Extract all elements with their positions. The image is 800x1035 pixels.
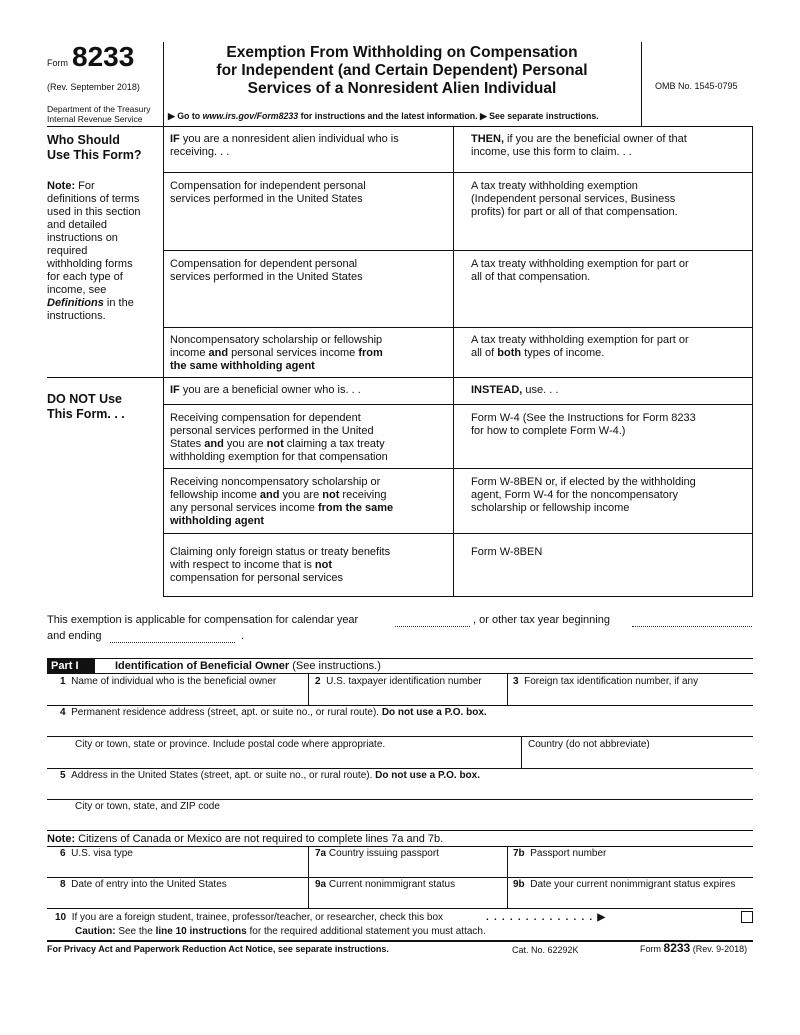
who-if-header: IF you are a nonresident alien individual who is receiving. . .: [170, 133, 399, 158]
exemption-text-3: and ending: [47, 630, 102, 642]
line-10-label: 10 If you are a foreign student, trainee, professor/teacher, or researcher, check this box: [55, 912, 444, 923]
calendar-year-field[interactable]: [395, 626, 470, 627]
footer-form-id: Form 8233 (Rev. 9-2018): [640, 941, 748, 955]
row-rule: [47, 705, 753, 706]
caution-line: Caution: See the line 10 instructions for the required additional statement you must attach.: [75, 926, 486, 937]
line-5-label: 5 Address in the United States (street, apt. or suite no., or rural route). Do not use a P.O. box.: [60, 770, 481, 781]
row-rule: [163, 172, 753, 173]
catalog-number: Cat. No. 62292K: [512, 945, 579, 955]
row-rule: [163, 533, 753, 534]
status-expiration-field[interactable]: [508, 892, 753, 908]
form-header: [0, 0, 800, 126]
line-9b-label: 9b Date your current nonimmigrant status expires: [513, 879, 736, 890]
revision-date: (Rev. September 2018): [47, 82, 140, 92]
line-5-city-label: City or town, state, and ZIP code: [75, 801, 220, 812]
part1-tag: Part I: [47, 659, 95, 673]
dnu-if-header: IF you are a beneficial owner who is. . .: [170, 384, 361, 396]
privacy-notice: For Privacy Act and Paperwork Reduction Act Notice, see separate instructions.: [47, 944, 389, 954]
header-bottom-rule: [47, 126, 753, 127]
form-word: Form: [47, 58, 68, 68]
line-1-label: 1 Name of individual who is the beneficial owner: [60, 676, 277, 687]
goto-line: ▶ Go to www.irs.gov/Form8233 for instructions and the latest information. ▶ See separate instructions.: [168, 111, 599, 121]
foreign-tin-field[interactable]: [508, 689, 753, 705]
dnu-row-3-left: Claiming only foreign status or treaty benefits with respect to income that is not compensation for personal services: [170, 546, 391, 584]
us-city-field[interactable]: [47, 814, 753, 830]
nonimmigrant-status-field[interactable]: [309, 892, 507, 908]
who-row-1-right: A tax treaty withholding exemption (Independent personal services, Business profits) for part or all of that compensation.: [471, 180, 678, 218]
dnu-row-2-left: Receiving noncompensatory scholarship or fellowship income and you are not receiving any personal services income from the same withholding agent: [170, 476, 394, 527]
dnu-row-1-right: Form W-4 (See the Instructions for Form 8233 for how to complete Form W-4.): [471, 412, 696, 437]
beneficial-owner-name-field[interactable]: [47, 689, 308, 705]
row-rule: [47, 768, 753, 769]
line-7b-label: 7b Passport number: [513, 848, 607, 859]
row-rule: [163, 327, 753, 328]
permanent-address-field[interactable]: [47, 720, 753, 736]
form-title: [163, 44, 641, 98]
line-4-city-label: City or town, state or province. Include postal code where appropriate.: [75, 739, 386, 750]
part1-title: Identification of Beneficial Owner (See instructions.): [115, 660, 381, 672]
exemption-text-1: This exemption is applicable for compensation for calendar year: [47, 614, 359, 626]
residence-city-field[interactable]: [47, 752, 521, 768]
dnu-instead-header: INSTEAD, use. . .: [471, 384, 559, 396]
row-rule: [47, 877, 753, 878]
passport-number-field[interactable]: [508, 861, 753, 877]
who-then-header: THEN, if you are the beneficial owner of that income, use this form to claim. . .: [471, 133, 687, 158]
irs-link[interactable]: www.irs.gov/Form8233: [202, 111, 299, 121]
line-4-label: 4 Permanent residence address (street, apt. or suite no., or rural route). Do not use a P.O. box.: [60, 707, 487, 718]
section-rule: [47, 377, 753, 378]
row-rule: [47, 736, 753, 737]
canada-mexico-note: Note: Citizens of Canada or Mexico are not required to complete lines 7a and 7b.: [47, 833, 444, 845]
row-rule: [163, 250, 753, 251]
exemption-period: .: [241, 630, 245, 642]
who-row-3-right: A tax treaty withholding exemption for part or all of both types of income.: [471, 334, 689, 359]
dnu-row-1-left: Receiving compensation for dependent personal services performed in the United States and you are not claiming a tax treaty withholding exemption for that compensation: [170, 412, 388, 463]
row-rule: [47, 846, 753, 847]
visa-type-field[interactable]: [47, 861, 308, 877]
table-left-rule: [163, 126, 164, 596]
row-rule: [163, 468, 753, 469]
form-number: 8233: [72, 41, 135, 72]
exemption-text-2: , or other tax year beginning: [473, 614, 610, 626]
row-rule: [163, 404, 753, 405]
table-mid-rule: [453, 126, 454, 596]
row-rule: [47, 830, 753, 831]
us-tin-field[interactable]: [309, 689, 507, 705]
row-rule: [47, 799, 753, 800]
omb-number: OMB No. 1545-0795: [655, 81, 738, 91]
table-right-rule: [752, 126, 753, 596]
who-row-2-left: Compensation for dependent personal services performed in the United States: [170, 258, 363, 283]
definitions-note: Note: For definitions of terms used in this section and detailed instructions on required withholding forms for each type of income, see Definitions in the instructions.: [47, 180, 141, 322]
us-address-field[interactable]: [47, 783, 753, 799]
line-10-leader-dots: . . . . . . . . . . . . . . ▶: [486, 912, 607, 923]
header-divider-right: [641, 42, 642, 126]
who-row-2-right: A tax treaty withholding exemption for part or all of that compensation.: [471, 258, 689, 283]
line-4-country-label: Country (do not abbreviate): [528, 739, 650, 750]
line-6-label: 6 U.S. visa type: [60, 848, 133, 859]
line-8-label: 8 Date of entry into the United States: [60, 879, 227, 890]
who-should-heading: Who Should Use This Form?: [47, 133, 142, 162]
who-row-1-left: Compensation for independent personal services performed in the United States: [170, 180, 366, 205]
row-rule: [163, 596, 753, 597]
part1-top-rule: [47, 658, 753, 659]
part1-title-rule: [47, 673, 753, 674]
line-7a-label: 7a Country issuing passport: [315, 848, 439, 859]
passport-country-field[interactable]: [309, 861, 507, 877]
title-line-2: for Independent (and Certain Dependent) Personal: [216, 62, 588, 79]
agency: Internal Revenue Service: [47, 114, 143, 124]
residence-country-field[interactable]: [522, 752, 753, 768]
who-row-3-left: Noncompensatory scholarship or fellowship income and personal services income from the same withholding agent: [170, 334, 383, 372]
line-3-label: 3 Foreign tax identification number, if any: [513, 676, 699, 687]
department: Department of the Treasury: [47, 104, 151, 114]
dnu-row-2-right: Form W-8BEN or, if elected by the withholding agent, Form W-4 for the noncompensatory scholarship or fellowship income: [471, 476, 696, 514]
entry-date-field[interactable]: [47, 892, 308, 908]
title-line-3: Services of a Nonresident Alien Individual: [247, 80, 557, 97]
student-checkbox[interactable]: [741, 911, 753, 923]
dnu-row-3-right: Form W-8BEN: [471, 546, 543, 558]
tax-year-begin-field[interactable]: [632, 626, 752, 627]
tax-year-end-field[interactable]: [110, 642, 235, 643]
row-rule: [47, 908, 753, 909]
title-line-1: Exemption From Withholding on Compensation: [226, 44, 578, 61]
arrow-icon: ▶: [168, 111, 175, 121]
do-not-use-heading: DO NOT Use This Form. . .: [47, 392, 125, 421]
line-9a-label: 9a Current nonimmigrant status: [315, 879, 456, 890]
line-2-label: 2 U.S. taxpayer identification number: [315, 676, 482, 687]
footer-rule: [47, 940, 753, 942]
